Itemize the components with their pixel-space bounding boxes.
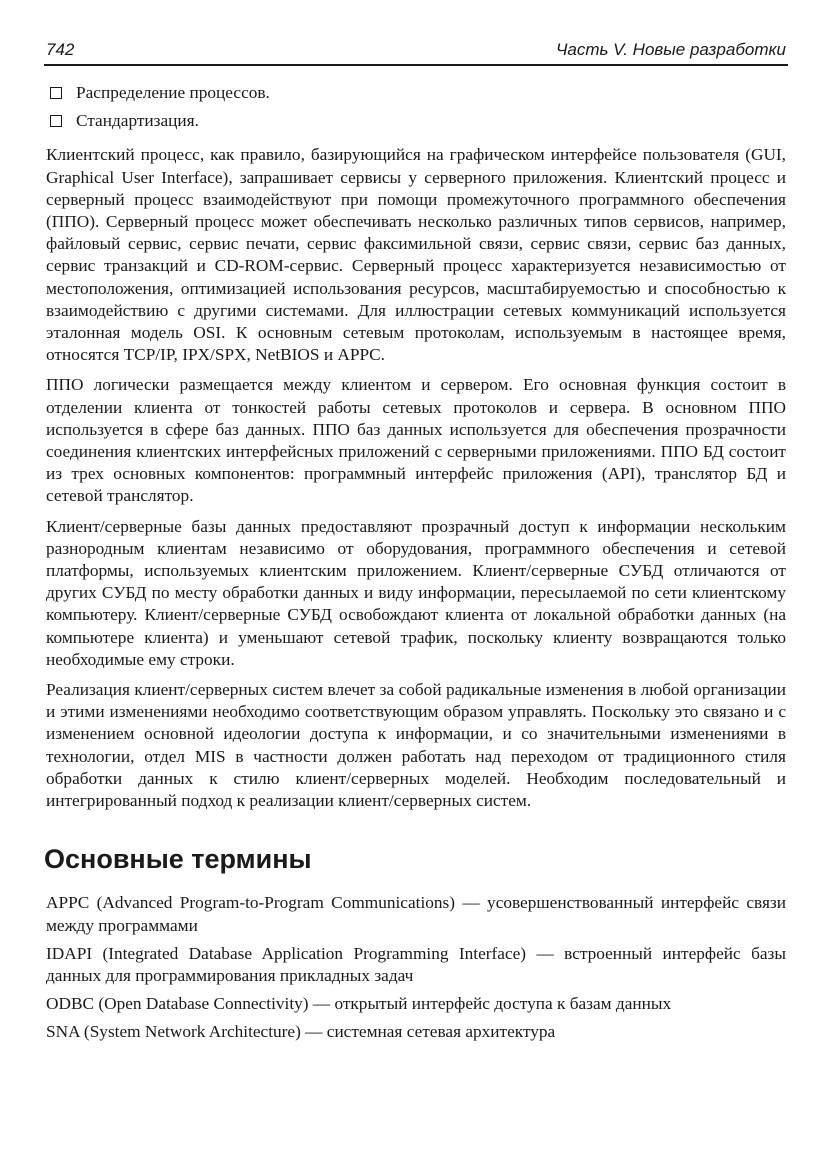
term-definition: SNA (System Network Architecture) — системная сетевая архитектура bbox=[46, 1022, 556, 1042]
term-definition: APPC (Advanced Program-to-Program Communications) — усовершенствованный интерфейс связи между программами bbox=[46, 893, 786, 935]
paragraph: ППО логически размещается между клиентом и сервером. Его основная функция состоит в отделении клиента от тонкостей работы сетевых протоколов и сервера. В основном ППО используется в сфере баз данных. ППО баз данных используется для обеспечения прозрачности соединения клиентских интерфейсных приложений с серверными приложениями. ППО БД состоит из трех основных компонентов: программный интерфейс приложения (API), транслятор БД и сетевой транслятор. bbox=[46, 375, 786, 506]
page-number: 742 bbox=[46, 40, 75, 59]
bullet-list bbox=[46, 82, 786, 132]
paragraph: Реализация клиент/серверных систем влечет за собой радикальные изменения в любой организации и этими изменениями необходимо соответствующим образом управлять. Поскольку это связано и с изменением основной идеологии доступа к информации, и со значительными изменениями в технологии, отдел MIS в частности должен работать над переходом от традиционного стиля обработки данных к стилю клиент/серверных моделей. Необходим последовательный и интегрированный подход к реализации клиент/серверных систем. bbox=[46, 680, 786, 811]
section-heading: Основные термины bbox=[44, 844, 312, 875]
checkbox-bullet-icon bbox=[50, 115, 62, 127]
term-definition: IDAPI (Integrated Database Application Programming Interface) — встроенный интерфейс базы данных для программирования прикладных задач bbox=[46, 943, 786, 985]
paragraph: Клиент/серверные базы данных предоставляют прозрачный доступ к информации нескольким разнородным клиентам независимо от оборудования, программного обеспечения и сетевой платформы, используемых клиентским приложением. Клиент/серверные СУБД отличаются от других СУБД по месту обработки данных и виду информации, пересылаемой по сети клиентскому компьютеру. Клиент/серверные СУБД освобождают клиента от локальной обработки данных (на компьютере клиента) и уменьшают сетевой трафик, поскольку клиенту возвращаются только необходимые ему строки. bbox=[46, 516, 786, 669]
running-header bbox=[44, 38, 788, 66]
page-content bbox=[46, 82, 786, 1050]
list-item bbox=[46, 82, 786, 104]
part-title: Часть V. Новые разработки bbox=[555, 40, 786, 59]
list-item bbox=[46, 110, 786, 132]
bullet-text: Распределение процессов. bbox=[76, 83, 270, 102]
paragraph: Клиентский процесс, как правило, базирующийся на графическом интерфейсе пользователя (GUI, Graphical User Interface), запрашивает сервисы у серверного приложения. Клиентский процесс и серверный процесс взаимодействуют при помощи промежуточного программного обеспечения (ППО). Серверный процесс может обеспечивать несколько различных типов сервисов, например, файловый сервис, сервис печати, сервис факсимильной связи, сервис связи, сервис баз данных, сервис транзакций и CD-ROM-сервис. Серверный процесс характеризуется независимостью от местоположения, оптимизацией использования ресурсов, масштабируемостью и способностью к взаимодействию с другими системами. Для иллюстрации сетевых коммуникаций используется эталонная модель OSI. К основным сетевым протоколам, используемым в настоящее время, относятся TCP/IP, IPX/SPX, NetBIOS и APPC. bbox=[46, 145, 786, 365]
checkbox-bullet-icon bbox=[50, 87, 62, 99]
bullet-text: Стандартизация. bbox=[76, 111, 199, 131]
term-definition: ODBC (Open Database Connectivity) — открытый интерфейс доступа к базам данных bbox=[46, 994, 672, 1014]
